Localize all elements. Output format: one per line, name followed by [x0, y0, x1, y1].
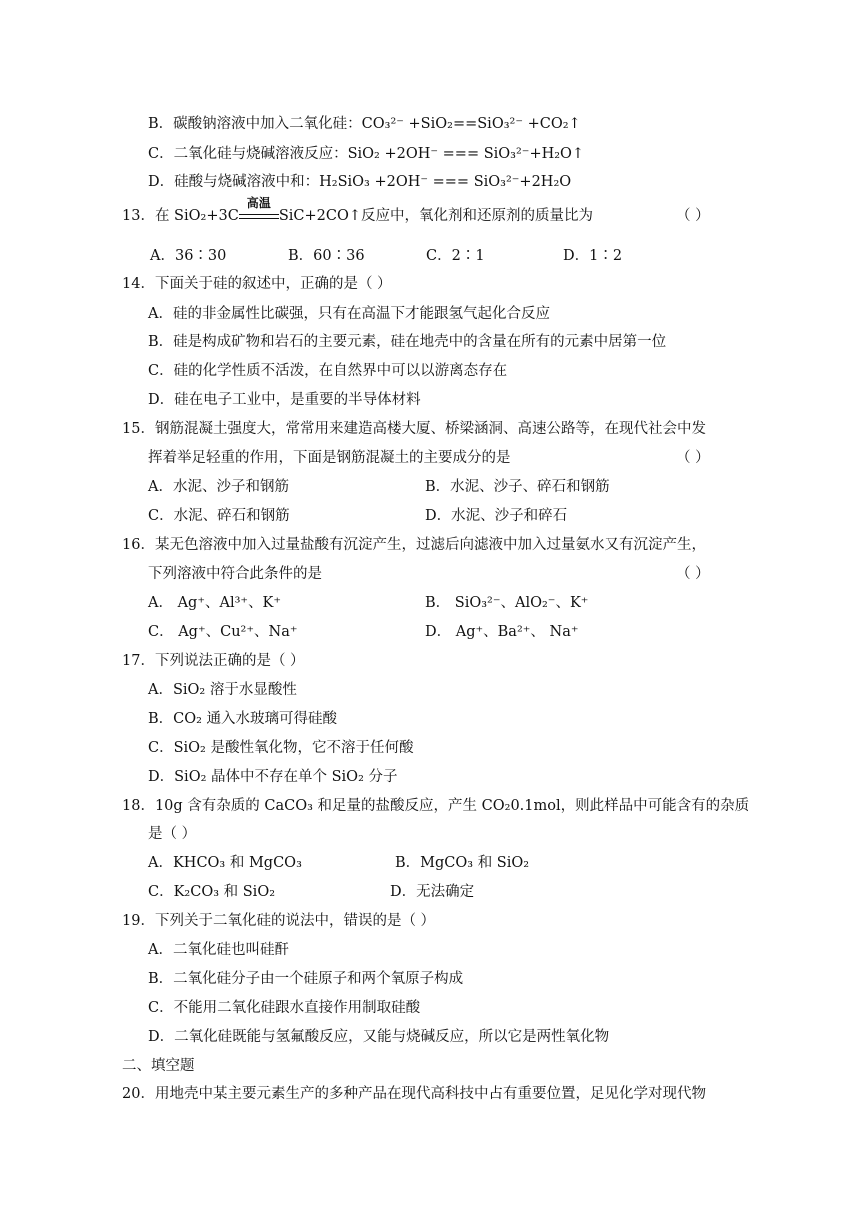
q13-option-a: A．36∶30 [150, 248, 227, 264]
equals-arrow [239, 214, 279, 219]
q14-option-d: D．硅在电子工业中，是重要的半导体材料 [148, 392, 421, 408]
q13-stem [122, 196, 593, 226]
q19-option-b: B．二氧化硅分子由一个硅原子和两个氧原子构成 [148, 971, 464, 987]
q17-option-b: B．CO₂ 通入水玻璃可得硅酸 [148, 711, 338, 727]
q16-stem-2: 下列溶液中符合此条件的是 [148, 566, 322, 582]
reaction-condition-label: 高温 [246, 196, 271, 210]
reaction-condition [239, 196, 279, 226]
q17-option-a: A．SiO₂ 溶于水显酸性 [148, 682, 297, 698]
q16-answer-paren: （ ） [676, 566, 710, 582]
q20-stem: 20．用地壳中某主要元素生产的多种产品在现代高科技中占有重要位置，足见化学对现代物 [122, 1086, 706, 1102]
q14-option-a: A．硅的非金属性比碳强，只有在高温下才能跟氢气起化合反应 [148, 306, 550, 322]
q16-option-c: C． Ag⁺、Cu²⁺、Na⁺ [148, 624, 298, 640]
q12-option-c: C．二氧化硅与烧碱溶液反应：SiO₂ +2OH⁻ === SiO₃²⁻+H₂O↑ [148, 146, 585, 162]
q18-stem-2: 是（ ） [148, 826, 197, 842]
q15-stem-1: 15．钢筋混凝土强度大，常常用来建造高楼大厦、桥梁涵洞、高速公路等，在现代社会中发 [122, 421, 706, 437]
q12-option-b: B．碳酸钠溶液中加入二氧化硅：CO₃²⁻ +SiO₂==SiO₃²⁻ +CO₂↑ [148, 116, 581, 132]
q16-stem-1: 16．某无色溶液中加入过量盐酸有沉淀产生，过滤后向滤液中加入过量氨水又有沉淀产生， [122, 537, 706, 553]
q18-stem-1: 18．10g 含有杂质的 CaCO₃ 和足量的盐酸反应，产生 CO₂0.1mol，则此样品中可能含有的杂质 [122, 798, 750, 814]
q13-stem-b: SiC+2CO↑反应中，氧化剂和还原剂的质量比为 [278, 208, 593, 224]
q18-option-b: B．MgCO₃ 和 SiO₂ [395, 855, 530, 871]
q12-option-d: D．硅酸与烧碱溶液中和：H₂SiO₃ +2OH⁻ === SiO₃²⁻+2H₂O [148, 174, 572, 190]
q17-stem: 17．下列说法正确的是（ ） [122, 653, 305, 669]
q13-option-c: C．2∶1 [426, 248, 485, 264]
q18-option-c: C．K₂CO₃ 和 SiO₂ [148, 884, 276, 900]
q19-stem: 19．下列关于二氧化硅的说法中，错误的是（ ） [122, 913, 436, 929]
section-heading-fill-in: 二、填空题 [122, 1058, 195, 1074]
q14-option-c: C．硅的化学性质不活泼，在自然界中可以以游离态存在 [148, 363, 508, 379]
q14-option-b: B．硅是构成矿物和岩石的主要元素，硅在地壳中的含量在所有的元素中居第一位 [148, 334, 667, 350]
q13-answer-paren: （ ） [676, 208, 710, 224]
q15-option-a: A．水泥、沙子和钢筋 [148, 479, 289, 495]
q15-option-c: C．水泥、碎石和钢筋 [148, 508, 290, 524]
q19-option-d: D．二氧化硅既能与氢氟酸反应，又能与烧碱反应，所以它是两性氧化物 [148, 1029, 610, 1045]
q16-option-b: B． SiO₃²⁻、AlO₂⁻、K⁺ [425, 595, 589, 611]
q18-option-a: A．KHCO₃ 和 MgCO₃ [148, 855, 302, 871]
q19-option-c: C．不能用二氧化硅跟水直接作用制取硅酸 [148, 1000, 421, 1016]
q18-option-d: D．无法确定 [390, 884, 475, 900]
q14-stem: 14．下面关于硅的叙述中，正确的是（ ） [122, 276, 392, 292]
q13-stem-a: 13．在 SiO₂+3C [122, 208, 239, 224]
q15-stem-2: 挥着举足轻重的作用，下面是钢筋混凝土的主要成分的是 [148, 450, 511, 466]
q15-option-d: D．水泥、沙子和碎石 [425, 508, 568, 524]
q13-option-d: D．1∶2 [563, 248, 623, 264]
q16-option-d: D． Ag⁺、Ba²⁺、 Na⁺ [425, 624, 579, 640]
q17-option-d: D．SiO₂ 晶体中不存在单个 SiO₂ 分子 [148, 769, 398, 785]
q16-option-a: A． Ag⁺、Al³⁺、K⁺ [148, 595, 282, 611]
q19-option-a: A．二氧化硅也叫硅酐 [148, 942, 289, 958]
q15-answer-paren: （ ） [676, 450, 710, 466]
q15-option-b: B．水泥、沙子、碎石和钢筋 [425, 479, 610, 495]
q17-option-c: C．SiO₂ 是酸性氧化物，它不溶于任何酸 [148, 740, 414, 756]
q13-option-b: B．60∶36 [288, 248, 365, 264]
